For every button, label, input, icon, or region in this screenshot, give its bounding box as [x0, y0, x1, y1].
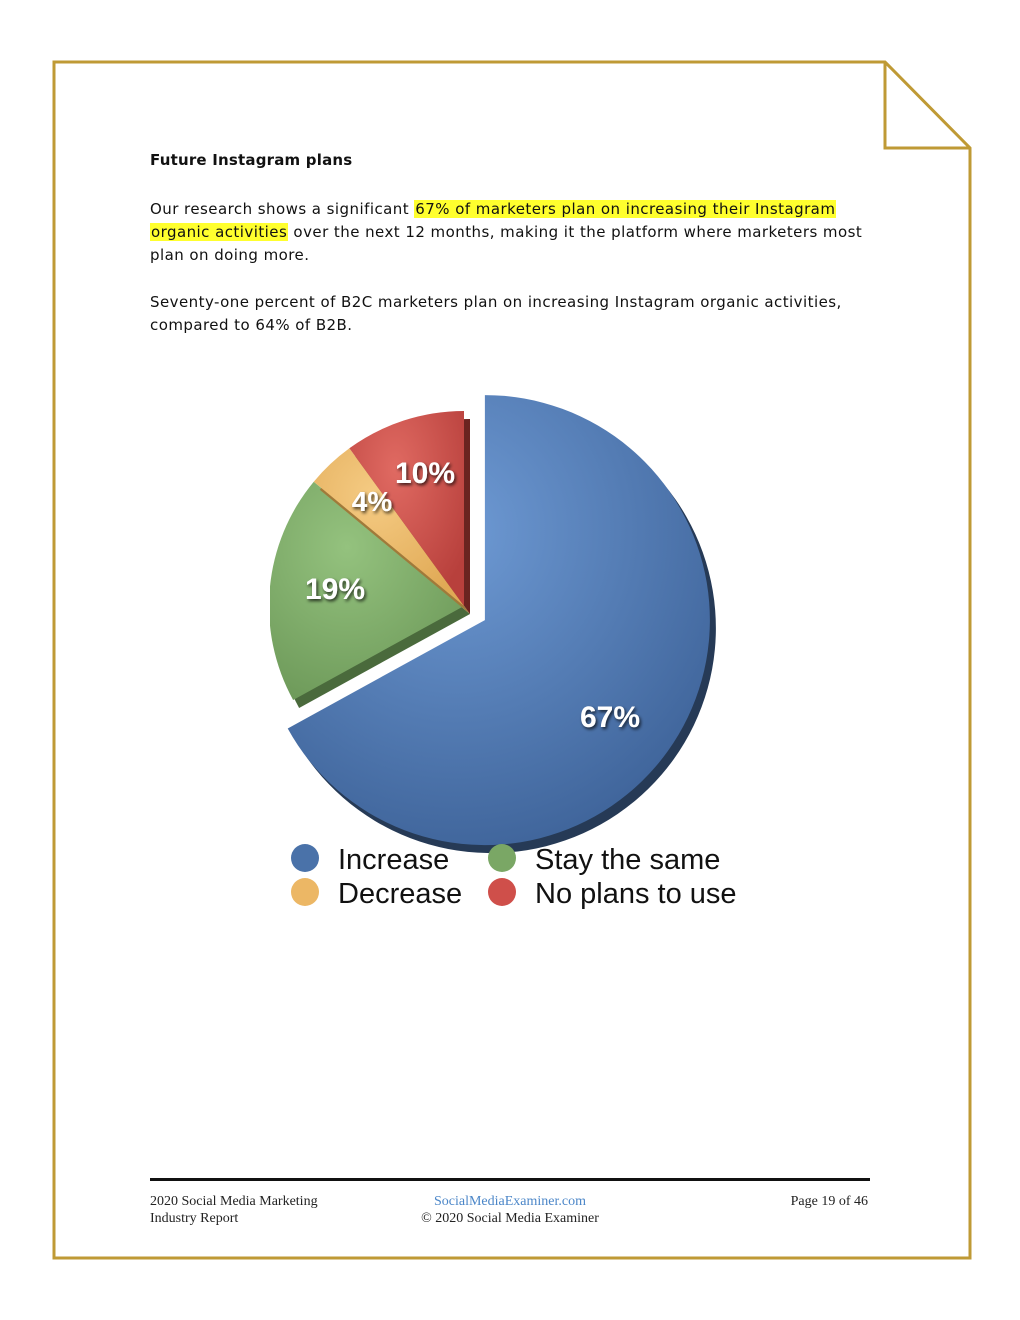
footer-report-title: [150, 1193, 318, 1227]
legend-swatch: [488, 878, 516, 906]
legend-label: No plans to use: [535, 878, 737, 910]
highlighted-text: 67% of marketers plan on increasing their Instagram: [415, 200, 836, 218]
legend-label: Decrease: [338, 878, 463, 910]
footer-page-number: Page 19 of 46: [790, 1194, 868, 1209]
legend-label: Stay the same: [535, 844, 721, 876]
data-label-no-plans-to-use: 10%: [394, 457, 456, 490]
legend-item-increase: [291, 844, 449, 876]
legend-label: Increase: [338, 844, 450, 876]
footer-copyright: © 2020 Social Media Examiner: [421, 1211, 599, 1226]
legend-swatch: [291, 878, 319, 906]
legend-item-decrease: [291, 878, 462, 910]
footer-rule: [150, 1178, 870, 1181]
highlighted-text-2: organic activities: [151, 223, 288, 241]
intro-text: Our research shows a significant: [150, 200, 415, 218]
intro-text-end: over the next 12 months, making it the platform where marketers most plan on doing more.: [150, 223, 863, 264]
legend-swatch: [488, 844, 516, 872]
pie-chart: [270, 378, 750, 923]
legend-swatch: [291, 844, 319, 872]
legend-item-no-plans-to-use: [488, 878, 737, 910]
section-heading: Future Instagram plans: [150, 151, 353, 169]
paragraph-b2c-b2b: Seventy-one percent of B2C marketers plan on increasing Instagram organic activities, compared to 64% of B2B.: [150, 293, 842, 334]
data-label-decrease: 4%: [351, 486, 393, 517]
data-label-stay-the-same: 19%: [304, 573, 366, 606]
footer-report-line1: 2020 Social Media Marketing: [150, 1194, 318, 1209]
footer-site-link[interactable]: SocialMediaExaminer.com: [433, 1194, 586, 1209]
paragraph-intro: [150, 198, 870, 267]
data-label-increase: 67%: [579, 701, 641, 734]
footer-center: [360, 1193, 660, 1227]
footer-report-line2: Industry Report: [150, 1211, 239, 1226]
